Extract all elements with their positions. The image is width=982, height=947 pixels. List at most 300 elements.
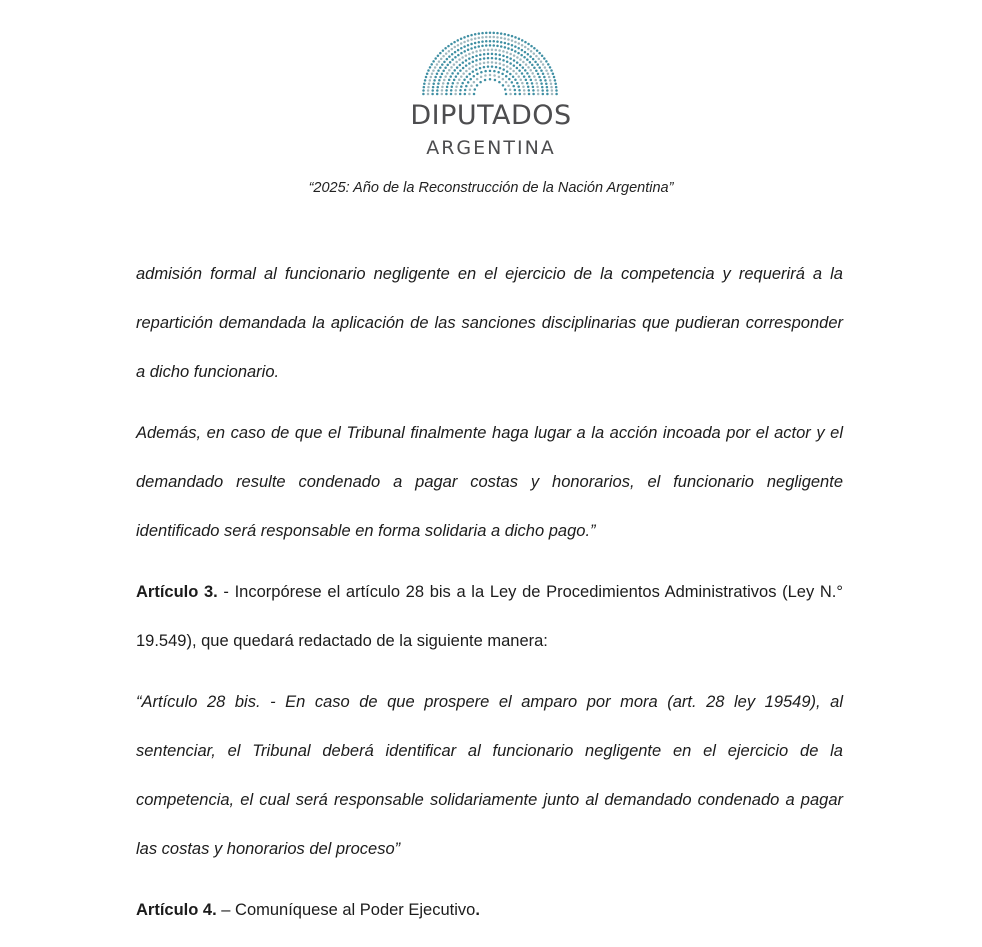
- seat-dot: [551, 93, 554, 96]
- seat-dot: [429, 79, 432, 82]
- seat-dot: [497, 71, 500, 74]
- seat-dot: [525, 63, 528, 65]
- seat-dot: [539, 79, 542, 82]
- seat-dot: [451, 48, 454, 51]
- seat-dot: [489, 31, 492, 34]
- seat-dot: [502, 68, 505, 71]
- seat-dot: [531, 82, 534, 85]
- seat-dot: [441, 89, 444, 92]
- seat-dot: [484, 79, 487, 82]
- seat-dot: [468, 67, 471, 70]
- seat-dot: [479, 62, 482, 65]
- seat-dot: [519, 64, 522, 66]
- seat-dot: [485, 44, 488, 47]
- seat-dot: [545, 69, 548, 72]
- seat-dot: [439, 66, 442, 69]
- seat-dot: [496, 36, 499, 39]
- seat-dot: [470, 85, 473, 88]
- seat-dot: [507, 34, 510, 37]
- seat-dot: [479, 58, 482, 61]
- seat-dot: [519, 93, 522, 96]
- seat-dot: [517, 85, 520, 88]
- seat-dot: [450, 93, 453, 96]
- seat-dot: [498, 54, 501, 57]
- seat-dot: [514, 93, 517, 96]
- seat-dot: [511, 49, 514, 52]
- seat-dot: [475, 68, 478, 71]
- seat-dot: [514, 79, 517, 82]
- seat-dot: [518, 42, 521, 45]
- seat-dot: [454, 93, 457, 96]
- seat-dot: [506, 56, 509, 59]
- seat-dot: [449, 75, 452, 78]
- seat-dot: [504, 46, 507, 49]
- seat-dot: [537, 73, 540, 76]
- seat-dot: [465, 54, 468, 57]
- seat-dot: [484, 74, 487, 77]
- seat-dot: [425, 76, 428, 79]
- seat-dot: [502, 64, 505, 67]
- seat-dot: [463, 50, 466, 53]
- seat-dot: [448, 69, 451, 72]
- seat-dot: [485, 40, 488, 43]
- seat-dot: [467, 81, 470, 84]
- seat-dot: [514, 89, 517, 92]
- seat-dot: [460, 52, 463, 55]
- seat-dot: [489, 36, 492, 39]
- seat-dot: [467, 44, 470, 47]
- seat-dot: [493, 74, 496, 77]
- seat-dot: [511, 44, 513, 47]
- seat-dot: [521, 44, 524, 47]
- seat-dot: [468, 57, 471, 60]
- seat-dot: [514, 50, 517, 53]
- seat-dot: [545, 82, 548, 85]
- seat-dot: [463, 79, 466, 82]
- seat-dot: [455, 75, 458, 78]
- seat-dot: [436, 89, 439, 92]
- seat-dot: [470, 47, 473, 50]
- seat-dot: [515, 72, 518, 75]
- seat-dot: [555, 86, 558, 89]
- seat-dot: [534, 61, 537, 64]
- seat-dot: [445, 93, 448, 96]
- seat-dot: [476, 84, 479, 87]
- seat-dot: [509, 62, 512, 65]
- seat-dot: [487, 65, 490, 68]
- seat-dot: [518, 69, 521, 72]
- seat-dot: [427, 86, 430, 89]
- seat-dot: [430, 63, 433, 66]
- logo-title: DIPUTADOS: [410, 100, 572, 131]
- seat-dot: [456, 82, 459, 85]
- seat-dot: [423, 82, 426, 85]
- seat-dot: [554, 82, 557, 85]
- seat-dot: [495, 62, 498, 65]
- seat-dot: [465, 70, 468, 73]
- seat-dot: [538, 66, 541, 69]
- seat-dot: [533, 47, 536, 50]
- seat-dot: [506, 61, 509, 64]
- article-3-label: Artículo 3.: [136, 583, 218, 601]
- seat-dot: [489, 78, 492, 81]
- seat-dot: [551, 89, 554, 92]
- seat-dot: [523, 56, 526, 59]
- seat-dot: [498, 81, 501, 84]
- seat-dot: [537, 89, 540, 92]
- seat-dot: [532, 58, 535, 61]
- seat-dot: [479, 54, 482, 57]
- seat-dot: [538, 76, 541, 79]
- seat-dot: [512, 85, 515, 88]
- article-28-bis-quote: “Artículo 28 bis. - En caso de que prospere el amparo por mora (art. 28 ley 19549), al sentenciar, el Tribunal deberá identificar al funcionario negligente en el ejercicio de la competencia, el cual será responsable solidariamente junto al demandado condenado a pagar las costas y honorarios del proceso”: [136, 693, 843, 858]
- seat-dot: [427, 69, 430, 72]
- seat-dot: [457, 44, 460, 47]
- seat-dot: [431, 89, 434, 92]
- seat-dot: [555, 89, 558, 92]
- seat-dot: [485, 36, 488, 39]
- seat-dot: [483, 66, 486, 69]
- seat-dot: [428, 82, 431, 85]
- seat-dot: [442, 82, 445, 85]
- seat-dot: [538, 58, 541, 61]
- seat-dot: [444, 75, 447, 78]
- seat-dot: [491, 48, 494, 51]
- seat-dot: [463, 45, 466, 48]
- seat-dot: [472, 51, 475, 54]
- seat-dot: [527, 43, 530, 46]
- seat-dot: [546, 93, 549, 96]
- seat-dot: [476, 73, 479, 76]
- seat-dot: [441, 93, 444, 96]
- seat-dot: [479, 49, 482, 52]
- seat-dot: [460, 85, 463, 88]
- seat-dot: [460, 75, 463, 78]
- seat-dot: [481, 32, 484, 35]
- seat-dot: [513, 54, 516, 57]
- seat-dot: [542, 93, 545, 96]
- seat-dot: [502, 50, 505, 53]
- seat-dot: [473, 75, 476, 78]
- seat-dot: [543, 57, 546, 60]
- seat-dot: [513, 64, 516, 67]
- seat-dot: [446, 72, 449, 75]
- seat-dot: [496, 45, 499, 48]
- seat-dot: [454, 51, 457, 54]
- seat-dot: [555, 93, 558, 96]
- seat-dot: [467, 35, 470, 38]
- seat-dot: [496, 40, 499, 43]
- seat-dot: [550, 82, 553, 85]
- seat-dot: [489, 74, 492, 77]
- seat-dot: [468, 73, 471, 76]
- seat-dot: [472, 61, 475, 64]
- seat-dot: [538, 52, 541, 55]
- seat-dot: [448, 55, 451, 58]
- paragraph-2: Además, en caso de que el Tribunal finalmente haga lugar a la acción incoada por el actor y el demandado resulte condenado a pagar costas y honorarios, el funcionario negligente identificado será responsable en forma solidaria a dicho pago.”: [136, 424, 843, 540]
- seat-dot: [443, 61, 446, 64]
- seat-dot: [474, 88, 477, 91]
- article-3: [136, 568, 843, 666]
- seat-dot: [473, 81, 476, 84]
- seat-dot: [436, 73, 439, 76]
- seat-dot: [500, 41, 503, 44]
- seat-dot: [493, 44, 496, 47]
- seat-dot: [524, 51, 527, 54]
- seat-dot: [550, 69, 553, 72]
- seat-dot: [498, 76, 501, 79]
- seat-dot: [516, 61, 519, 64]
- seat-dot: [501, 73, 504, 76]
- seat-dot: [496, 32, 499, 35]
- seat-dot: [439, 76, 442, 79]
- seat-dot: [527, 66, 530, 69]
- seat-dot: [523, 93, 526, 96]
- seat-dot: [442, 49, 445, 52]
- seat-dot: [476, 78, 479, 81]
- seat-dot: [457, 54, 460, 57]
- seat-dot: [478, 45, 481, 48]
- seat-dot: [451, 72, 454, 75]
- seat-dot: [529, 61, 532, 64]
- seat-dot: [504, 37, 507, 40]
- seat-dot: [509, 73, 512, 76]
- seat-dot: [541, 55, 544, 58]
- seat-dot: [529, 55, 532, 58]
- seat-dot: [545, 60, 548, 63]
- seat-dot: [481, 40, 484, 43]
- seat-dot: [422, 93, 425, 96]
- seat-dot: [467, 39, 470, 42]
- seat-dot: [468, 62, 471, 65]
- seat-dot: [464, 93, 467, 96]
- seat-dot: [446, 86, 449, 89]
- year-motto: “2025: Año de la Reconstrucción de la Nación Argentina”: [308, 180, 674, 196]
- seat-dot: [457, 49, 460, 52]
- seat-dot: [537, 93, 540, 96]
- seat-dot: [540, 60, 543, 63]
- seat-dot: [478, 41, 481, 44]
- seat-dot: [548, 76, 551, 79]
- seat-dot: [528, 89, 531, 92]
- seat-dot: [469, 89, 472, 92]
- seat-dot: [443, 79, 446, 82]
- seat-dot: [474, 46, 477, 49]
- seat-dot: [450, 66, 453, 69]
- seat-dot: [508, 78, 511, 81]
- seat-dot: [465, 64, 468, 67]
- seat-dot: [516, 82, 519, 85]
- article-4: [136, 886, 843, 935]
- seat-dot: [465, 59, 468, 62]
- seat-dot: [463, 41, 466, 44]
- seat-dot: [445, 89, 448, 92]
- seat-dot: [534, 79, 537, 82]
- seat-dot: [492, 32, 495, 35]
- seat-dot: [432, 82, 435, 85]
- seat-dot: [530, 79, 533, 82]
- seat-dot: [462, 67, 465, 70]
- seat-dot: [528, 75, 531, 78]
- seat-dot: [504, 42, 507, 45]
- seat-dot: [547, 73, 550, 76]
- seat-dot: [437, 55, 440, 58]
- seat-dot: [536, 86, 539, 89]
- seat-dot: [516, 56, 519, 59]
- seat-dot: [549, 66, 552, 69]
- seat-dot: [463, 36, 466, 39]
- seat-dot: [530, 45, 533, 48]
- seat-dot: [437, 82, 440, 85]
- seat-dot: [499, 67, 502, 70]
- seat-dot: [459, 93, 462, 96]
- seat-dot: [541, 86, 544, 89]
- seat-dot: [450, 89, 453, 92]
- seat-dot: [487, 53, 490, 56]
- seat-dot: [505, 75, 508, 78]
- seat-dot: [441, 73, 444, 76]
- seat-dot: [509, 53, 512, 56]
- seat-dot: [495, 57, 498, 60]
- seat-dot: [444, 47, 447, 50]
- seat-dot: [549, 79, 552, 82]
- seat-dot: [462, 61, 465, 64]
- seat-dot: [514, 45, 517, 48]
- seat-dot: [544, 79, 547, 82]
- seat-dot: [528, 93, 531, 96]
- seat-dot: [473, 93, 476, 96]
- seat-dot: [479, 81, 482, 84]
- seat-dot: [474, 37, 477, 40]
- seat-dot: [495, 66, 498, 69]
- seat-dot: [454, 56, 457, 59]
- seat-dot: [541, 89, 544, 92]
- seat-dot: [479, 67, 482, 70]
- seat-dot: [480, 71, 483, 74]
- seat-dot: [475, 64, 478, 67]
- seat-dot: [540, 69, 543, 72]
- seat-dot: [525, 79, 528, 82]
- seat-dot: [518, 38, 521, 41]
- seat-dot: [520, 54, 523, 57]
- seat-dot: [491, 57, 494, 60]
- seat-dot: [526, 58, 529, 61]
- seat-dot: [461, 56, 464, 59]
- seat-dot: [483, 62, 486, 65]
- seat-dot: [521, 72, 524, 75]
- seat-dot: [466, 75, 469, 78]
- seat-dot: [532, 86, 535, 89]
- seat-dot: [455, 85, 458, 88]
- seat-dot: [484, 70, 487, 73]
- seat-dot: [437, 69, 440, 72]
- seat-dot: [513, 59, 516, 62]
- seat-dot: [434, 57, 437, 60]
- seat-dot: [451, 86, 454, 89]
- seat-dot: [442, 69, 445, 72]
- seat-dot: [502, 84, 505, 87]
- seat-dot: [439, 52, 442, 55]
- seat-dot: [511, 39, 514, 42]
- seat-dot: [533, 66, 536, 69]
- seat-dot: [512, 70, 515, 73]
- seat-dot: [504, 88, 507, 91]
- seat-dot: [521, 82, 524, 85]
- seat-dot: [489, 70, 492, 73]
- seat-dot: [475, 55, 478, 58]
- seat-dot: [523, 75, 526, 78]
- seat-dot: [531, 64, 534, 67]
- seat-dot: [442, 55, 445, 58]
- seat-dot: [481, 36, 484, 39]
- seat-dot: [505, 81, 508, 84]
- article-4-label: Artículo 4.: [136, 901, 217, 919]
- seat-dot: [498, 49, 501, 52]
- page-header: [0, 0, 982, 230]
- seat-dot: [453, 63, 456, 65]
- seat-dot: [493, 40, 496, 43]
- seat-dot: [531, 72, 534, 75]
- seat-dot: [546, 89, 549, 92]
- seat-dot: [432, 69, 435, 72]
- seat-dot: [427, 93, 430, 96]
- seat-dot: [481, 45, 484, 48]
- seat-dot: [478, 37, 481, 40]
- seat-dot: [522, 66, 525, 69]
- seat-dot: [514, 41, 517, 44]
- seat-dot: [499, 62, 502, 65]
- seat-dot: [511, 35, 514, 38]
- seat-dot: [526, 82, 529, 85]
- seat-dot: [532, 93, 535, 96]
- seat-dot: [434, 66, 437, 69]
- seat-dot: [483, 53, 486, 56]
- seat-dot: [480, 76, 483, 79]
- seat-dot: [445, 52, 448, 55]
- seat-dot: [509, 67, 512, 70]
- seat-dot: [509, 57, 512, 60]
- seat-dot: [436, 63, 439, 66]
- seat-dot: [452, 82, 455, 85]
- seat-dot: [540, 82, 543, 85]
- seat-dot: [523, 89, 526, 92]
- seat-dot: [469, 78, 472, 81]
- seat-dot: [506, 51, 509, 54]
- seat-dot: [438, 79, 441, 82]
- seat-dot: [507, 43, 510, 46]
- seat-dot: [495, 49, 498, 52]
- seat-dot: [468, 93, 471, 96]
- paragraph-1: admisión formal al funcionario negligente en el ejercicio de la competencia y requerirá a la repartición demandada la aplicación de las sanciones disciplinarias que pudieran corresponder a dicho funcionario.: [136, 265, 843, 381]
- seat-dot: [502, 78, 505, 81]
- seat-dot: [446, 64, 449, 67]
- seat-dot: [431, 73, 434, 76]
- seat-dot: [474, 33, 477, 36]
- seat-dot: [519, 58, 522, 61]
- seat-dot: [483, 57, 486, 60]
- seat-dot: [487, 61, 490, 64]
- seat-dot: [429, 66, 432, 69]
- seat-dot: [422, 89, 425, 92]
- document-body: [136, 250, 843, 947]
- seat-dot: [511, 81, 514, 84]
- seat-dot: [552, 73, 555, 76]
- seat-dot: [491, 65, 494, 68]
- seat-dot: [542, 63, 545, 66]
- seat-dot: [506, 65, 509, 68]
- seat-dot: [504, 33, 507, 36]
- article-4-end: .: [475, 901, 480, 919]
